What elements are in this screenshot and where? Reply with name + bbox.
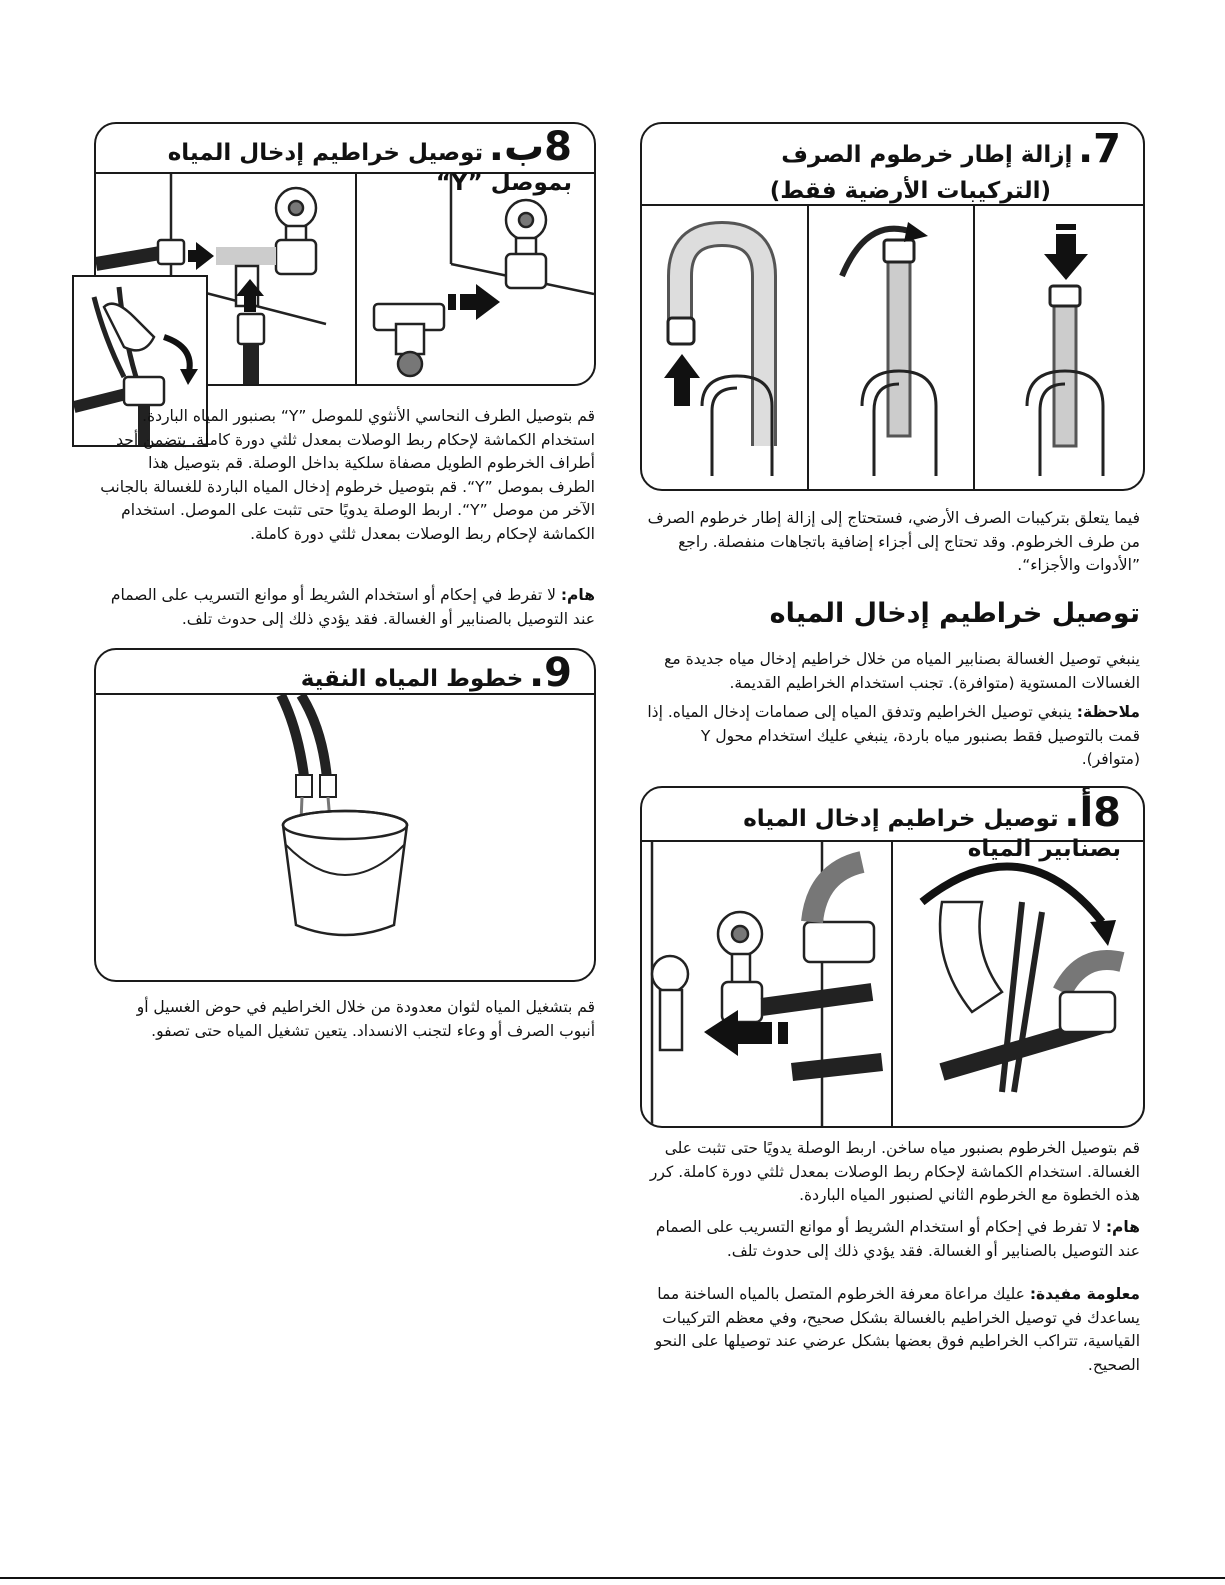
arrow-up-icon [664, 354, 700, 406]
drain-hose-straight-illustration [842, 222, 936, 476]
step7-title-line2: (التركيبات الأرضية فقط) [769, 178, 1051, 204]
step8a-title: توصيل خراطيم إدخال المياه بصنابير المياه [743, 806, 1121, 862]
step8a-number: 8أ. [1064, 790, 1121, 836]
pliers-hand-illustration [940, 902, 1122, 1092]
step9-number: 9. [528, 650, 572, 696]
intro-note [642, 701, 1140, 772]
step8b-important-label: هام: [560, 586, 595, 604]
step8b-number: 8ب. [488, 124, 572, 170]
arrow-down-icon [1044, 224, 1088, 280]
step8a-important-text: لا تفرط في إحكام أو استخدام الشريط أو موانع التسريب على الصمام عند التوصيل بالصنابير أو الغسالة. فقد يؤدي ذلك إلى حدوث تلف. [655, 1218, 1140, 1260]
step8b-important-text: لا تفرط في إحكام أو استخدام الشريط أو موانع التسريب على الصمام عند التوصيل بالصنابير أو الغسالة. فقد يؤدي ذلك إلى حدوث تلف. [110, 586, 595, 628]
step8a-tip-label: معلومة مفيدة: [1029, 1285, 1140, 1303]
step7-title-line1: إزالة إطار خرطوم الصرف [781, 142, 1073, 168]
step7-paragraph: فيما يتعلق بتركيبات الصرف الأرضي، فستحتاج إلى إزالة إطار خرطوم الصرف من طرف الخرطوم. وقد تحتاج إلى أجزاء إضافية باتجاهات منفصلة. راجع ”الأدوات والأجزاء“. [647, 509, 1140, 574]
arrow-right-icon [188, 242, 214, 270]
note-text: ينبغي توصيل الخراطيم وتدفق المياه إلى صمامات إدخال المياه. إذا قمت بالتوصيل فقط بصنبور مياه باردة، ينبغي عليك استخدام محول Y (متوافر). [647, 703, 1140, 768]
drain-hose-form-illustration [1027, 286, 1103, 476]
bucket-illustration [96, 695, 594, 980]
faucets-illustration [652, 842, 882, 1126]
step8a-tip [642, 1283, 1140, 1377]
step8a-important-label: هام: [1105, 1218, 1140, 1236]
step8a-paragraph: قم بتوصيل الخرطوم بصنبور مياه ساخن. اربط الوصلة يدويًا حتى تثبت على الغسالة. استخدام الكماشة لإحكام ربط الوصلات بمعدل ثلثي دورة كاملة. كرر هذه الخطوة مع الخرطوم الثاني لصنبور المياه الباردة. [649, 1139, 1140, 1204]
intro-paragraph: ينبغي توصيل الغسالة بصنابير المياه من خلال خراطيم إدخال مياه جديدة مع الغسالات المستوية (متوافرة). تجنب استخدام الخراطيم القديمة. [664, 650, 1140, 692]
step8a-important [642, 1216, 1140, 1263]
footer-rule [0, 1577, 1225, 1579]
step7-panel [640, 122, 1145, 491]
step7-title-bar [642, 124, 1143, 206]
step8b-important [100, 584, 595, 631]
step8b-title: توصيل خراطيم إدخال المياه بموصل ”Y“ [167, 140, 572, 196]
section-heading: توصيل خراطيم إدخال المياه [769, 598, 1140, 629]
step8a-illustrations [642, 842, 1143, 1126]
step8b-title-bar [96, 124, 594, 196]
step9-title-bar [96, 650, 594, 695]
step8a-title-bar [642, 788, 1143, 862]
step8b-paragraph: قم بتوصيل الطرف النحاسي الأنثوي للموصل ”Y“ بصنبور المياه الباردة. استخدام الكماشة لإحكام ربط الوصلات بمعدل ثلثي دورة كاملة. يتضمن أحد أطراف الخرطوم الطويل مصفاة سلكية بداخل الوصلة. قم بتوصيل هذا الطرف بموصل ”Y“. قم بتوصيل خرطوم إدخال المياه الباردة للغسالة بالجانب الآخر من موصل ”Y“. اربط الوصلة يدويًا حتى تثبت على الموصل. استخدام الكماشة لإحكام ربط الوصلات بمعدل ثلثي دورة كاملة. [100, 407, 595, 543]
y-connector-detached-illustration [374, 174, 594, 376]
step9-title: خطوط المياه النقية [300, 666, 524, 692]
note-label: ملاحظة: [1076, 703, 1140, 721]
drain-hose-bent-illustration [668, 234, 772, 476]
arrow-right-icon [448, 284, 500, 320]
step7-illustrations [642, 206, 1143, 489]
step7-number: 7. [1077, 126, 1121, 172]
step9-panel [94, 648, 596, 982]
step8a-tip-text: عليك مراعاة معرفة الخرطوم المتصل بالمياه الساخنة مما يساعدك في توصيل الخراطيم بالغسالة بشكل صحيح، وفي معظم التركيبات القياسية، تتراكب الخراطيم فوق بعضها بشكل عرضي عند توصيلها على النحو الصحيح. [654, 1285, 1140, 1374]
step8a-panel [640, 786, 1145, 1128]
step9-paragraph: قم بتشغيل المياه لثوان معدودة من خلال الخراطيم في حوض الغسيل أو أنبوب الصرف أو وعاء لتجنب الانسداد. يتعين تشغيل المياه حتى تصفو. [136, 998, 595, 1040]
